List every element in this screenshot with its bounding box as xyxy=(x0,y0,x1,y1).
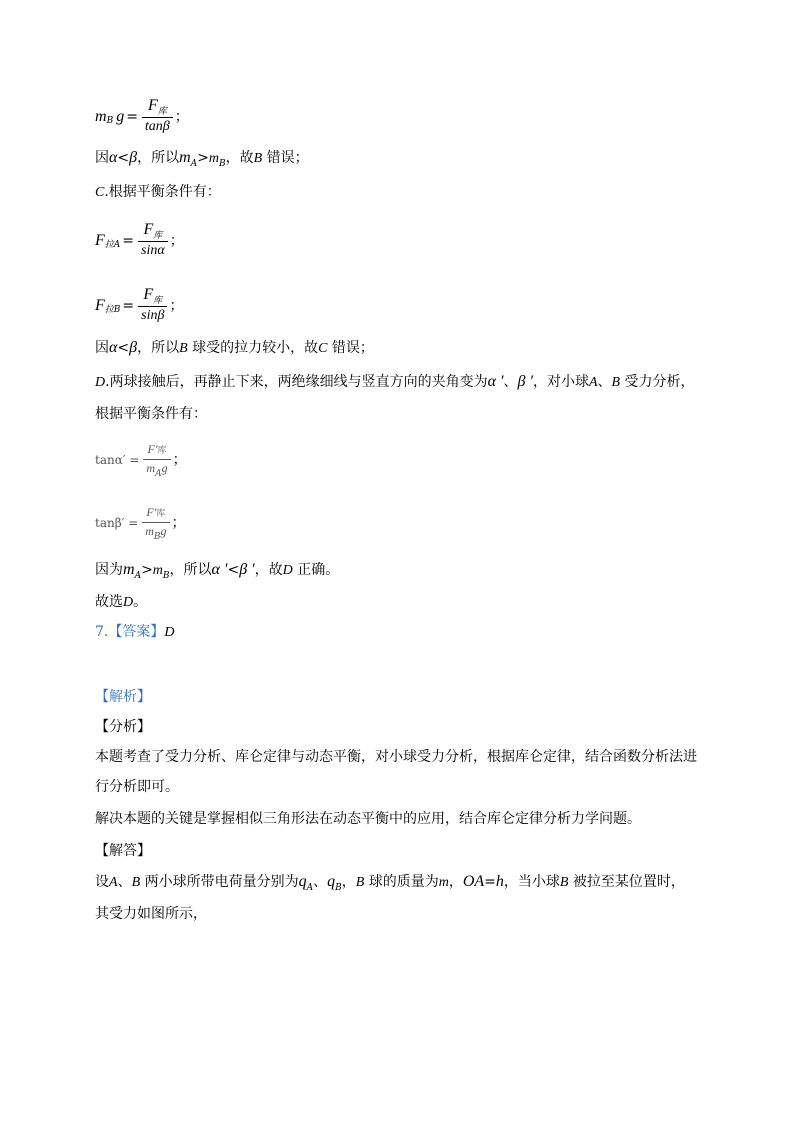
fraction: $\frac{F_库}{\sin\alpha}$ xyxy=(138,222,168,259)
text-line-alpha-beta-2: 因α<β，所以B 球受的拉力较小，故C 错误； xyxy=(95,339,374,356)
answer-7: 7.【答案】D xyxy=(95,624,175,640)
item-d-paragraph: D.两球接触后，再静止下来，两绝缘细线与竖直方向的夹角变为α ′、β ′，对小球A、B 受力分析， xyxy=(95,373,695,390)
equation-F-pull-A: F 拉A = $\frac{F_库}{\sin\alpha}$ ； xyxy=(95,221,184,258)
equation-F-pull-B: F 拉B = $\frac{F_库}{\sin\beta}$ ； xyxy=(95,286,184,323)
fenxi-paragraph-1a: 本题考查了受力分析、库仑定律与动态平衡，对小球受力分析，根据库仑定律，结合函数分析法进 xyxy=(95,749,697,765)
item-c-heading: C.根据平衡条件有： xyxy=(95,184,221,200)
fenxi-paragraph-1b: 行分析即可。 xyxy=(95,779,179,795)
equation-tan-alpha-prime: tanα′ = $\frac{\text{F′库}}{m_Ag}$ ； xyxy=(95,442,187,479)
section-fenxi: 【分析】 xyxy=(95,719,151,735)
item-d-continuation: 根据平衡条件有： xyxy=(95,406,207,422)
equation-mB-g: m B g = $\frac{F_库}{\tan\beta}$ ； xyxy=(95,97,189,134)
fraction: $\frac{\text{F′库}}{m_Bg}$ xyxy=(142,505,169,540)
jieda-paragraph-1: 设A、B 两小球所带电荷量分别为$q_A$、$q_B$，B 球的质量为m，OA=h，当小球B 被拉至某位置时， xyxy=(95,873,685,893)
fraction: $\frac{\text{F′库}}{m_Ag}$ xyxy=(143,442,170,477)
jieda-paragraph-2: 其受力如图所示， xyxy=(95,906,207,922)
fraction: $\frac{F_库}{\sin\beta}$ xyxy=(138,287,167,324)
text-line-choose: 故选D。 xyxy=(95,594,148,610)
equation-tan-beta-prime: tanβ′ = $\frac{\text{F′库}}{m_Bg}$ ； xyxy=(95,505,186,542)
fenxi-paragraph-2: 解决本题的关键是掌握相似三角形法在动态平衡中的应用，结合库仑定律分析力学问题。 xyxy=(95,811,641,827)
section-jiexi: 【解析】 xyxy=(95,689,151,705)
fraction: $\frac{F_库}{\tan\beta}$ xyxy=(142,98,173,135)
text-line-conclusion: 因为$m_A>m_B$，所以α ′<β ′，故D 正确。 xyxy=(95,561,340,581)
section-jieda: 【解答】 xyxy=(95,843,151,859)
text-line-alpha-beta-1: 因α<β，所以$m_A>m_B$，故B 错误； xyxy=(95,149,309,169)
